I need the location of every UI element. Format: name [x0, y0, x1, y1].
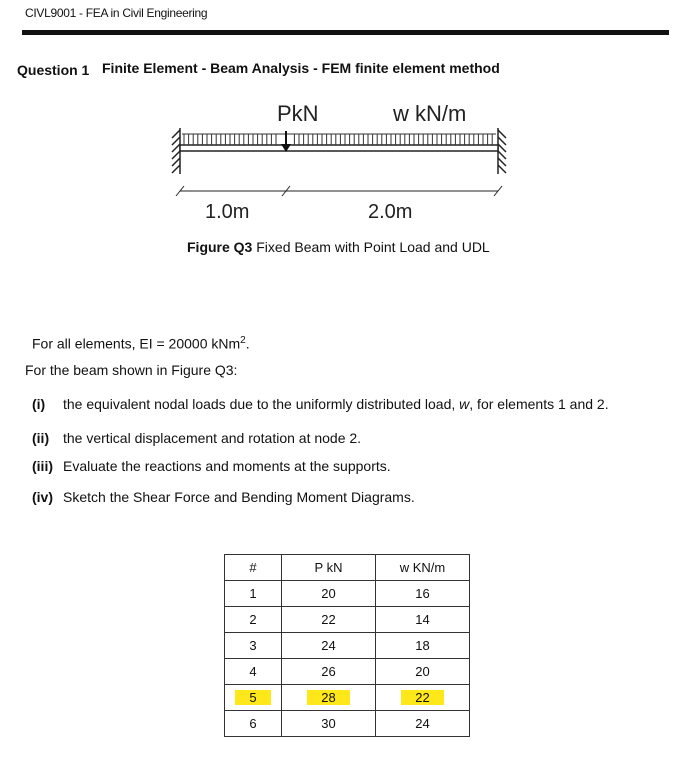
- table-row: [225, 581, 470, 607]
- task-number: (i): [32, 396, 46, 412]
- table-cell: 30: [282, 711, 376, 737]
- table-cell: 20: [376, 659, 470, 685]
- highlighted-value: 22: [401, 690, 443, 705]
- caption-text: Fixed Beam with Point Load and UDL: [252, 239, 490, 255]
- task-number: (ii): [32, 430, 50, 446]
- table-cell: [282, 685, 376, 711]
- task-number: (iii): [32, 458, 53, 474]
- right-fixed-support: [498, 128, 506, 174]
- table-cell: 16: [376, 581, 470, 607]
- table-cell: 6: [225, 711, 282, 737]
- task-text: the vertical displacement and rotation at node 2.: [63, 430, 362, 446]
- span2-label: 2.0m: [368, 201, 413, 223]
- given-superscript: 2: [240, 335, 246, 346]
- table-cell: 20: [282, 581, 376, 607]
- table-cell: [376, 685, 470, 711]
- header-cell-p: P kN: [282, 555, 376, 581]
- table-header-row: [225, 555, 470, 581]
- table-cell: 14: [376, 607, 470, 633]
- table-cell: 2: [225, 607, 282, 633]
- table-cell: 22: [282, 607, 376, 633]
- left-fixed-support: [172, 128, 180, 174]
- table-cell: 18: [376, 633, 470, 659]
- header-rule: [22, 30, 669, 35]
- caption-label: Figure Q3: [187, 239, 253, 255]
- load-data-table: [224, 554, 470, 737]
- given-statement: [32, 335, 250, 352]
- intro-text: For the beam shown in Figure Q3:: [25, 362, 238, 378]
- table-cell: 24: [376, 711, 470, 737]
- task-text: Evaluate the reactions and moments at the supports.: [63, 458, 391, 474]
- beam-figure: [150, 90, 530, 225]
- table-row: [225, 659, 470, 685]
- span1-label: 1.0m: [205, 201, 250, 223]
- header-cell-w: w KN/m: [376, 555, 470, 581]
- course-header: CIVL9001 - FEA in Civil Engineering: [25, 6, 208, 20]
- udl-arrows: [182, 134, 496, 145]
- dimension-line: [176, 186, 502, 196]
- table-row: [225, 607, 470, 633]
- highlighted-value: 28: [307, 690, 349, 705]
- table-row: [225, 711, 470, 737]
- table-cell: 1: [225, 581, 282, 607]
- task-number: (iv): [32, 489, 53, 505]
- task-item: [32, 489, 415, 505]
- task-text-end: , for elements 1 and 2.: [469, 396, 609, 412]
- table-cell: 26: [282, 659, 376, 685]
- given-text: For all elements, EI = 20000 kNm: [32, 335, 241, 352]
- given-end: .: [245, 335, 250, 352]
- figure-caption: [187, 239, 490, 255]
- task-text: Sketch the Shear Force and Bending Moment Diagrams.: [63, 489, 415, 505]
- question-title: Finite Element - Beam Analysis - FEM finite element method: [102, 60, 500, 76]
- task-item: [32, 458, 391, 474]
- beam: [180, 145, 498, 151]
- table-cell: [225, 685, 282, 711]
- table-row: [225, 633, 470, 659]
- task-item: [32, 396, 609, 412]
- task-text: the equivalent nodal loads due to the uniformly distributed load,: [63, 396, 460, 412]
- header-cell-index: #: [225, 555, 282, 581]
- task-variable: w: [459, 396, 470, 412]
- table-cell: 4: [225, 659, 282, 685]
- table-cell: 24: [282, 633, 376, 659]
- question-label: Question 1: [17, 62, 90, 78]
- udl-label: w kN/m: [393, 101, 467, 126]
- table-row-highlighted: [225, 685, 470, 711]
- task-item: [32, 430, 361, 446]
- table-cell: 3: [225, 633, 282, 659]
- highlighted-value: 5: [235, 690, 270, 705]
- point-load-label: PkN: [277, 101, 319, 126]
